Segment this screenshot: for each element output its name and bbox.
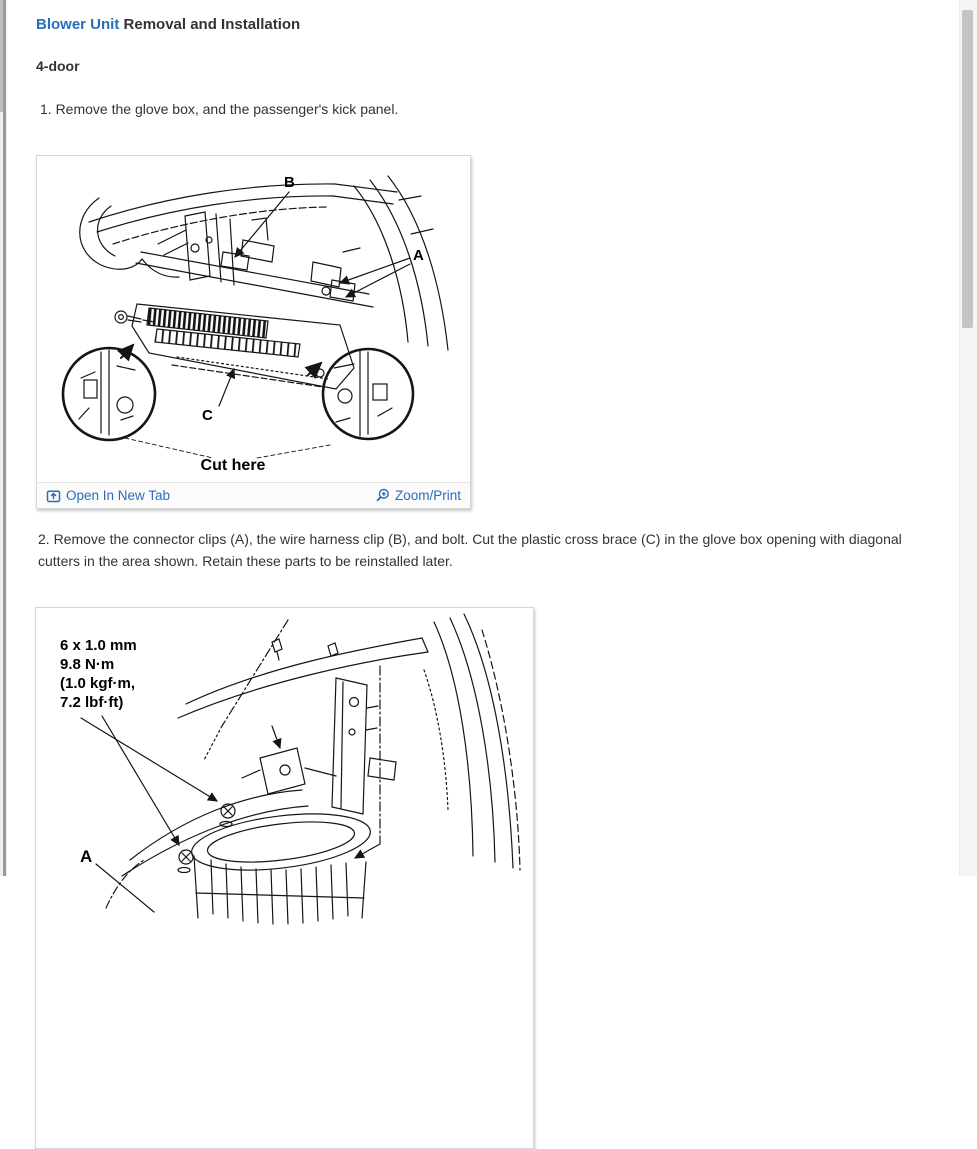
label-a-leader [96, 864, 154, 912]
label-b: B [284, 174, 295, 191]
cut-here-label: Cut here [200, 457, 266, 474]
label-c: C [202, 407, 213, 424]
torque-arrow-2 [102, 716, 179, 845]
label-a-arrow-1 [340, 258, 410, 283]
zoom-print-link[interactable] [375, 488, 461, 503]
label-b-arrow [235, 192, 289, 257]
page-title [36, 16, 300, 33]
step-1-text: 1. Remove the glove box, and the passenger's kick panel. [40, 101, 399, 117]
blower-unit-link[interactable]: Blower Unit [36, 16, 120, 33]
variant-heading: 4-door [36, 58, 80, 74]
label-a: A [413, 247, 424, 264]
figure-blower-unit-bolts [35, 607, 534, 1149]
left-divider-line [3, 0, 6, 876]
glove-box-diagram [37, 156, 468, 482]
magnifier-plus-icon [375, 488, 390, 503]
figure-glove-box-removal [36, 155, 471, 509]
open-in-new-tab-link[interactable] [46, 488, 170, 503]
torque-arrow-1 [81, 718, 217, 801]
dashboard-linework [63, 176, 448, 458]
vertical-scrollbar[interactable] [959, 0, 977, 876]
blower-unit-diagram [36, 608, 531, 1146]
blower-linework [81, 614, 520, 924]
left-pane-divider [0, 0, 7, 876]
figure-toolbar [37, 482, 470, 508]
torque-spec-line: 9.8 N·m [60, 656, 115, 673]
open-in-new-tab-label: Open In New Tab [66, 488, 171, 503]
bolt-icon [115, 311, 127, 323]
vertical-scrollbar-thumb[interactable] [962, 10, 973, 328]
torque-spec-line: (1.0 kgf·m, [60, 675, 136, 692]
label-a-fig2: A [80, 847, 93, 866]
step-2-text: 2. Remove the connector clips (A), the wire harness clip (B), and bolt. Cut the plastic cross brace (C) in the glove box opening with diagonal cutters in the area shown. Retain these parts to be reinstalled later. [38, 531, 902, 569]
torque-spec-line: 6 x 1.0 mm [60, 637, 137, 654]
zoom-print-label: Zoom/Print [394, 488, 461, 503]
torque-spec-line: 7.2 lbf·ft) [60, 694, 124, 711]
page-title-text: Removal and Installation [123, 16, 301, 33]
label-c-arrow [219, 369, 234, 406]
open-in-new-tab-icon [46, 488, 61, 503]
